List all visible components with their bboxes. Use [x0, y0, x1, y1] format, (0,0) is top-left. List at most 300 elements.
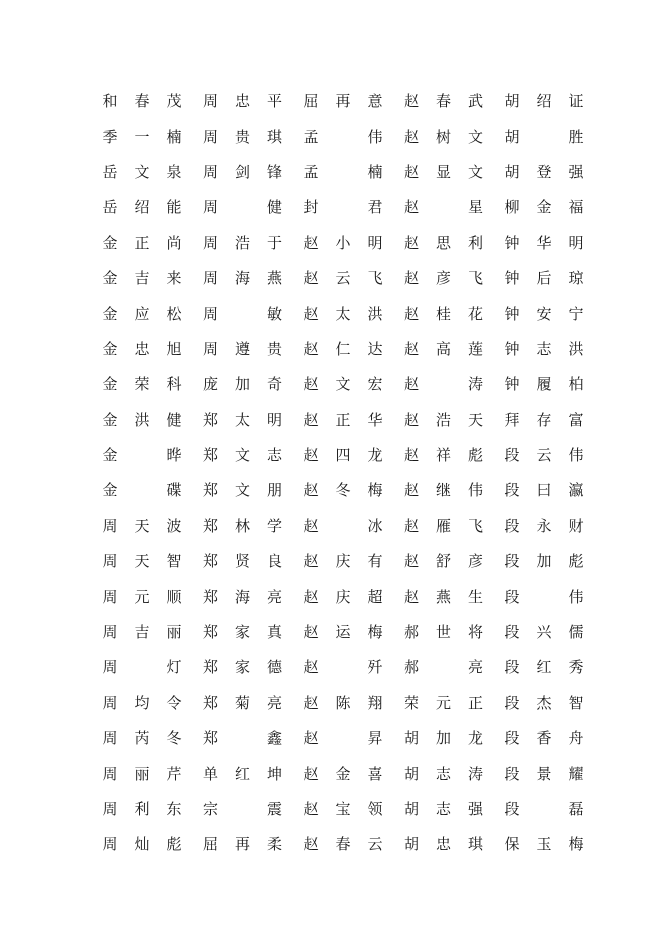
- name-character: 高: [435, 339, 451, 358]
- name-character: 东: [166, 800, 182, 818]
- name-character: 金: [102, 446, 118, 465]
- name-character: 领: [367, 800, 383, 818]
- name-character: 伟: [568, 587, 584, 606]
- name-entry: [496, 226, 597, 261]
- name-character: 文: [335, 375, 351, 394]
- name-character: 段: [504, 729, 520, 748]
- name-entry: [396, 686, 497, 721]
- name-character: 儒: [568, 623, 584, 642]
- name-entry: [94, 509, 195, 544]
- name-entry: [396, 650, 497, 685]
- name-character: 兴: [536, 623, 552, 642]
- name-character: 赵: [403, 304, 419, 323]
- name-character: 晔: [166, 446, 182, 465]
- name-character: 郑: [202, 552, 218, 571]
- name-character: 金: [102, 339, 118, 358]
- name-character: 平: [266, 92, 282, 111]
- name-character: 强: [568, 162, 584, 181]
- name-character: 孟: [303, 127, 319, 146]
- name-character: 宁: [568, 304, 584, 323]
- name-character: 丽: [166, 623, 182, 642]
- name-character: 赵: [303, 729, 319, 748]
- name-character: 能: [166, 198, 182, 217]
- name-character: 文: [134, 162, 150, 181]
- name-character: 郝: [403, 658, 419, 677]
- name-entry: [94, 792, 195, 827]
- name-character: 伟: [467, 481, 483, 500]
- name-character: 周: [102, 658, 118, 677]
- name-entry: [295, 615, 396, 650]
- name-character: 永: [536, 516, 552, 535]
- name-character: 金: [102, 304, 118, 323]
- name-character: 四: [335, 446, 351, 465]
- name-character: 周: [102, 800, 118, 818]
- name-entry: [195, 615, 296, 650]
- name-entry: [195, 438, 296, 473]
- name-character: 杰: [536, 693, 552, 712]
- name-character: 段: [504, 552, 520, 571]
- name-character: 段: [504, 764, 520, 783]
- name-entry: [496, 296, 597, 331]
- name-entry: [94, 296, 195, 331]
- name-character: 一: [134, 127, 150, 146]
- name-character: 周: [102, 693, 118, 712]
- name-character: 郑: [202, 729, 218, 748]
- name-character: 钟: [504, 269, 520, 288]
- name-character: 仁: [335, 339, 351, 358]
- name-character: 绍: [536, 92, 552, 111]
- name-character: 梅: [367, 481, 383, 500]
- name-entry: [396, 403, 497, 438]
- name-character: 芮: [134, 729, 150, 748]
- name-character: 朋: [266, 481, 282, 500]
- name-entry: [295, 403, 396, 438]
- name-character: 华: [536, 233, 552, 252]
- name-entry: [195, 226, 296, 261]
- name-character: 周: [202, 92, 218, 111]
- name-character: 云: [536, 446, 552, 465]
- name-entry: [94, 615, 195, 650]
- name-character: 令: [166, 693, 182, 712]
- name-entry: [496, 332, 597, 367]
- name-character: 周: [102, 835, 118, 854]
- name-character: 彦: [435, 269, 451, 288]
- name-character: 震: [266, 800, 282, 818]
- name-character: 花: [467, 304, 483, 323]
- name-character: 庆: [335, 552, 351, 571]
- name-character: 丽: [134, 764, 150, 783]
- name-character: 元: [134, 587, 150, 606]
- name-character: 金: [335, 764, 351, 783]
- name-character: 芹: [166, 764, 182, 783]
- name-character: 贵: [266, 339, 282, 358]
- name-entry: [396, 155, 497, 190]
- name-entry: [94, 686, 195, 721]
- name-entry: [295, 190, 396, 225]
- name-entry: [94, 119, 195, 154]
- name-entry: [396, 792, 497, 827]
- name-character: 岳: [102, 198, 118, 217]
- name-entry: [94, 403, 195, 438]
- name-entry: [396, 615, 497, 650]
- name-entry: [195, 721, 296, 756]
- name-character: 春: [134, 92, 150, 111]
- name-character: 履: [536, 375, 552, 394]
- name-character: 灯: [166, 658, 182, 677]
- name-character: 陈: [335, 693, 351, 712]
- name-character: 亮: [467, 658, 483, 677]
- name-character: 祥: [435, 446, 451, 465]
- name-character: 华: [367, 410, 383, 429]
- name-character: 武: [467, 92, 483, 111]
- name-character: 家: [234, 623, 250, 642]
- name-entry: [295, 686, 396, 721]
- name-entry: [396, 438, 497, 473]
- name-entry: [195, 756, 296, 791]
- name-character: 真: [266, 623, 282, 642]
- name-character: 存: [536, 410, 552, 429]
- name-character: 郝: [403, 623, 419, 642]
- name-character: 良: [266, 552, 282, 571]
- name-character: 剑: [234, 162, 250, 181]
- name-character: 舒: [435, 552, 451, 571]
- name-character: 郑: [202, 623, 218, 642]
- name-character: 赵: [403, 198, 419, 217]
- name-character: 磊: [568, 800, 584, 818]
- name-character: 耀: [568, 764, 584, 783]
- name-character: 段: [504, 693, 520, 712]
- name-character: 赵: [403, 552, 419, 571]
- name-character: 段: [504, 658, 520, 677]
- name-character: 周: [202, 162, 218, 181]
- name-character: 柳: [504, 198, 520, 217]
- name-character: 于: [266, 233, 282, 252]
- name-character: 志: [536, 339, 552, 358]
- name-character: 锋: [266, 162, 282, 181]
- name-character: 段: [504, 516, 520, 535]
- name-entry: [295, 261, 396, 296]
- name-character: 宝: [335, 800, 351, 818]
- name-character: 庆: [335, 587, 351, 606]
- name-character: 赵: [303, 800, 319, 818]
- name-entry: [195, 84, 296, 119]
- name-character: 生: [467, 587, 483, 606]
- name-character: 赵: [303, 375, 319, 394]
- name-entry: [496, 261, 597, 296]
- name-character: 秀: [568, 658, 584, 677]
- name-character: 孟: [303, 162, 319, 181]
- name-character: 加: [234, 375, 250, 394]
- name-entry: [496, 650, 597, 685]
- name-entry: [496, 155, 597, 190]
- name-entry: [295, 473, 396, 508]
- name-character: 福: [568, 198, 584, 217]
- name-character: 运: [335, 623, 351, 642]
- name-character: 赵: [303, 587, 319, 606]
- name-character: 周: [102, 764, 118, 783]
- name-character: 琼: [568, 269, 584, 288]
- name-entry: [195, 119, 296, 154]
- name-character: 曰: [536, 481, 552, 500]
- name-character: 宏: [367, 375, 383, 394]
- name-list: [94, 84, 584, 863]
- name-character: 赵: [303, 269, 319, 288]
- name-character: 琪: [266, 127, 282, 146]
- name-character: 周: [102, 552, 118, 571]
- name-character: 金: [102, 269, 118, 288]
- name-entry: [496, 827, 597, 862]
- name-character: 胡: [504, 127, 520, 146]
- name-character: 强: [467, 800, 483, 818]
- name-entry: [295, 650, 396, 685]
- name-entry: [396, 332, 497, 367]
- name-entry: [295, 119, 396, 154]
- name-character: 屈: [303, 92, 319, 111]
- name-character: 钟: [504, 233, 520, 252]
- name-entry: [496, 119, 597, 154]
- name-character: 赵: [403, 587, 419, 606]
- name-character: 昇: [367, 729, 383, 748]
- name-character: 灿: [134, 835, 150, 854]
- name-character: 星: [467, 198, 483, 217]
- name-character: 加: [536, 552, 552, 571]
- name-character: 云: [367, 835, 383, 854]
- name-entry: [496, 721, 597, 756]
- name-character: 郑: [202, 658, 218, 677]
- name-character: 翔: [367, 693, 383, 712]
- name-entry: [195, 544, 296, 579]
- name-character: 敏: [266, 304, 282, 323]
- name-entry: [94, 544, 195, 579]
- name-entry: [195, 686, 296, 721]
- name-entry: [295, 84, 396, 119]
- name-entry: [295, 296, 396, 331]
- name-character: 单: [202, 764, 218, 783]
- name-character: 飞: [467, 516, 483, 535]
- name-entry: [295, 579, 396, 614]
- name-character: 云: [335, 269, 351, 288]
- name-character: 赵: [303, 835, 319, 854]
- name-character: 燕: [435, 587, 451, 606]
- name-entry: [396, 261, 497, 296]
- name-character: 红: [234, 764, 250, 783]
- name-character: 钟: [504, 304, 520, 323]
- name-entry: [396, 544, 497, 579]
- name-character: 利: [134, 800, 150, 818]
- name-character: 志: [266, 446, 282, 465]
- name-character: 段: [504, 481, 520, 500]
- name-character: 冬: [166, 729, 182, 748]
- name-character: 鑫: [266, 729, 282, 748]
- name-character: 红: [536, 658, 552, 677]
- name-character: 浩: [435, 410, 451, 429]
- name-character: 天: [134, 516, 150, 535]
- name-character: 周: [202, 339, 218, 358]
- name-character: 智: [568, 693, 584, 712]
- name-character: 世: [435, 623, 451, 642]
- name-character: 再: [234, 835, 250, 854]
- name-character: 金: [536, 198, 552, 217]
- name-character: 尚: [166, 233, 182, 252]
- name-character: 赵: [303, 552, 319, 571]
- name-entry: [496, 403, 597, 438]
- name-entry: [496, 509, 597, 544]
- name-character: 海: [234, 587, 250, 606]
- name-character: 冬: [335, 481, 351, 500]
- name-character: 安: [536, 304, 552, 323]
- name-entry: [396, 473, 497, 508]
- name-character: 周: [102, 623, 118, 642]
- name-character: 遵: [234, 339, 250, 358]
- name-entry: [396, 509, 497, 544]
- name-character: 彪: [166, 835, 182, 854]
- name-character: 季: [102, 127, 118, 146]
- name-entry: [195, 792, 296, 827]
- name-character: 健: [266, 198, 282, 217]
- name-character: 贤: [234, 552, 250, 571]
- name-character: 春: [335, 835, 351, 854]
- name-entry: [94, 155, 195, 190]
- name-character: 达: [367, 339, 383, 358]
- name-character: 海: [234, 269, 250, 288]
- name-entry: [195, 827, 296, 862]
- name-entry: [496, 579, 597, 614]
- name-character: 继: [435, 481, 451, 500]
- name-entry: [295, 756, 396, 791]
- name-character: 松: [166, 304, 182, 323]
- name-entry: [94, 827, 195, 862]
- name-character: 吉: [134, 623, 150, 642]
- name-character: 屈: [202, 835, 218, 854]
- name-entry: [396, 756, 497, 791]
- name-character: 和: [102, 92, 118, 111]
- name-character: 彪: [568, 552, 584, 571]
- name-character: 赵: [303, 233, 319, 252]
- name-entry: [295, 332, 396, 367]
- name-character: 元: [435, 693, 451, 712]
- name-character: 健: [166, 410, 182, 429]
- name-character: 赵: [403, 339, 419, 358]
- name-character: 赵: [303, 764, 319, 783]
- name-entry: [295, 721, 396, 756]
- name-character: 胜: [568, 127, 584, 146]
- name-character: 菊: [234, 693, 250, 712]
- name-character: 登: [536, 162, 552, 181]
- name-entry: [94, 438, 195, 473]
- name-entry: [396, 84, 497, 119]
- name-character: 忠: [435, 835, 451, 854]
- name-character: 段: [504, 623, 520, 642]
- name-character: 赵: [303, 658, 319, 677]
- name-character: 赵: [403, 516, 419, 535]
- name-entry: [195, 579, 296, 614]
- name-character: 忠: [234, 92, 250, 111]
- name-character: 天: [467, 410, 483, 429]
- name-character: 忠: [134, 339, 150, 358]
- name-character: 胡: [504, 162, 520, 181]
- name-entry: [295, 367, 396, 402]
- name-character: 赵: [403, 127, 419, 146]
- name-character: 伟: [568, 446, 584, 465]
- name-character: 喜: [367, 764, 383, 783]
- name-character: 赵: [303, 623, 319, 642]
- name-entry: [496, 686, 597, 721]
- name-character: 郑: [202, 693, 218, 712]
- name-character: 瀛: [568, 481, 584, 500]
- name-entry: [94, 261, 195, 296]
- name-character: 正: [467, 693, 483, 712]
- name-character: 彪: [467, 446, 483, 465]
- name-character: 胡: [403, 729, 419, 748]
- name-character: 赵: [403, 446, 419, 465]
- name-entry: [195, 261, 296, 296]
- name-character: 龙: [367, 446, 383, 465]
- name-character: 岳: [102, 162, 118, 181]
- name-character: 文: [234, 481, 250, 500]
- name-character: 段: [504, 587, 520, 606]
- name-character: 有: [367, 552, 383, 571]
- name-entry: [396, 296, 497, 331]
- name-entry: [396, 827, 497, 862]
- name-character: 玉: [536, 835, 552, 854]
- name-entry: [396, 190, 497, 225]
- name-entry: [295, 827, 396, 862]
- name-entry: [195, 367, 296, 402]
- name-character: 亮: [266, 693, 282, 712]
- name-character: 科: [166, 375, 182, 394]
- name-character: 赵: [303, 516, 319, 535]
- name-entry: [94, 721, 195, 756]
- name-character: 钟: [504, 375, 520, 394]
- name-entry: [496, 84, 597, 119]
- name-entry: [94, 190, 195, 225]
- name-character: 封: [303, 198, 319, 217]
- name-character: 楠: [166, 127, 182, 146]
- name-character: 龙: [467, 729, 483, 748]
- name-entry: [295, 544, 396, 579]
- name-character: 德: [266, 658, 282, 677]
- name-character: 太: [234, 410, 250, 429]
- name-character: 金: [102, 375, 118, 394]
- name-character: 旭: [166, 339, 182, 358]
- name-entry: [496, 438, 597, 473]
- name-character: 赵: [303, 693, 319, 712]
- name-character: 梅: [568, 835, 584, 854]
- name-character: 茂: [166, 92, 182, 111]
- name-character: 赵: [403, 410, 419, 429]
- name-character: 钟: [504, 339, 520, 358]
- name-character: 碟: [166, 481, 182, 500]
- name-entry: [94, 332, 195, 367]
- name-character: 显: [435, 162, 451, 181]
- name-character: 学: [266, 516, 282, 535]
- name-entry: [195, 155, 296, 190]
- name-character: 赵: [403, 233, 419, 252]
- name-character: 明: [568, 233, 584, 252]
- name-character: 段: [504, 800, 520, 818]
- name-entry: [396, 226, 497, 261]
- name-entry: [496, 792, 597, 827]
- name-character: 富: [568, 410, 584, 429]
- name-character: 再: [335, 92, 351, 111]
- name-entry: [396, 579, 497, 614]
- name-entry: [496, 544, 597, 579]
- name-character: 胡: [403, 800, 419, 818]
- name-character: 赵: [403, 162, 419, 181]
- name-entry: [496, 756, 597, 791]
- name-character: 正: [335, 410, 351, 429]
- name-character: 赵: [303, 446, 319, 465]
